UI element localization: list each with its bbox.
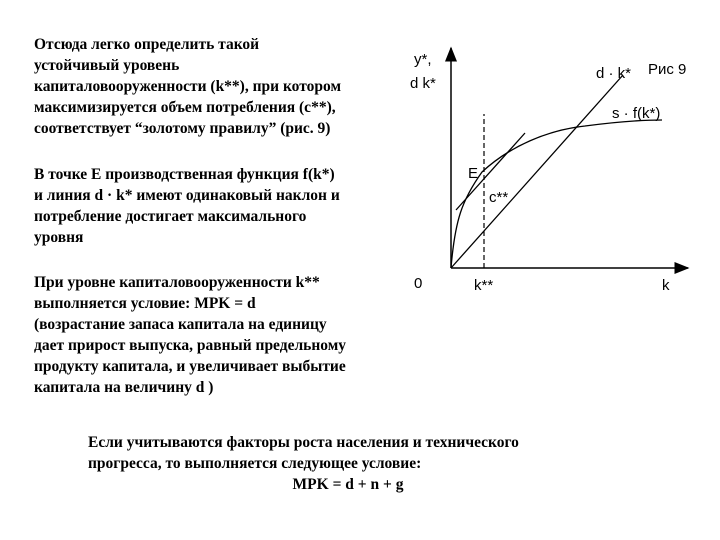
text-line: уровня <box>34 229 84 246</box>
text-line: капиталовооруженности (k**), при котором <box>34 78 342 95</box>
text-line: В точке E производственная функция f(k*) <box>34 166 335 183</box>
line-label: d · k* <box>596 65 632 82</box>
formula: MPK = d + n + g <box>292 476 404 493</box>
paragraph-golden-rule <box>34 34 404 139</box>
text-line: При уровне капиталовооруженности k** <box>34 274 320 291</box>
text-line: потребление достигает максимального <box>34 208 307 225</box>
y-axis-label-1: y*, <box>414 51 432 68</box>
y-axis-label-2: d k* <box>410 75 436 92</box>
text-line: капитала на величину d ) <box>34 379 214 396</box>
paragraph-mpk-condition <box>34 272 414 398</box>
production-curve <box>451 120 662 268</box>
golden-rule-graph <box>400 40 700 300</box>
paragraph-point-e <box>34 164 404 248</box>
text-line: соответствует “золотому правилу” (рис. 9) <box>34 120 331 137</box>
paragraph-growth-factors <box>88 432 608 495</box>
figure-caption: Рис 9 <box>648 61 687 78</box>
origin-label: 0 <box>414 275 423 292</box>
text-line: выполняется условие: MPK = d <box>34 295 256 312</box>
text-line: (возрастание запаса капитала на единицу <box>34 316 327 333</box>
x-axis-label: k <box>662 277 670 294</box>
curve-label: s · f(k*) <box>612 105 661 122</box>
text-line: дает прирост выпуска, равный предельному <box>34 337 347 354</box>
text-line: максимизируется объем потребления (c**), <box>34 99 336 116</box>
point-e-label: E <box>468 165 479 182</box>
text-line: Отсюда легко определить такой <box>34 36 260 53</box>
text-line: Если учитываются факторы роста населения и технического <box>88 434 519 451</box>
c-star-label: c** <box>489 189 509 206</box>
text-line: продукту капитала, и увеличивает выбытие <box>34 358 346 375</box>
text-line: прогресса, то выполняется следующее условие: <box>88 455 422 472</box>
text-line: устойчивый уровень <box>34 57 180 74</box>
k-star-label: k** <box>474 277 494 294</box>
text-line: и линия d · k* имеют одинаковый наклон и <box>34 187 340 204</box>
